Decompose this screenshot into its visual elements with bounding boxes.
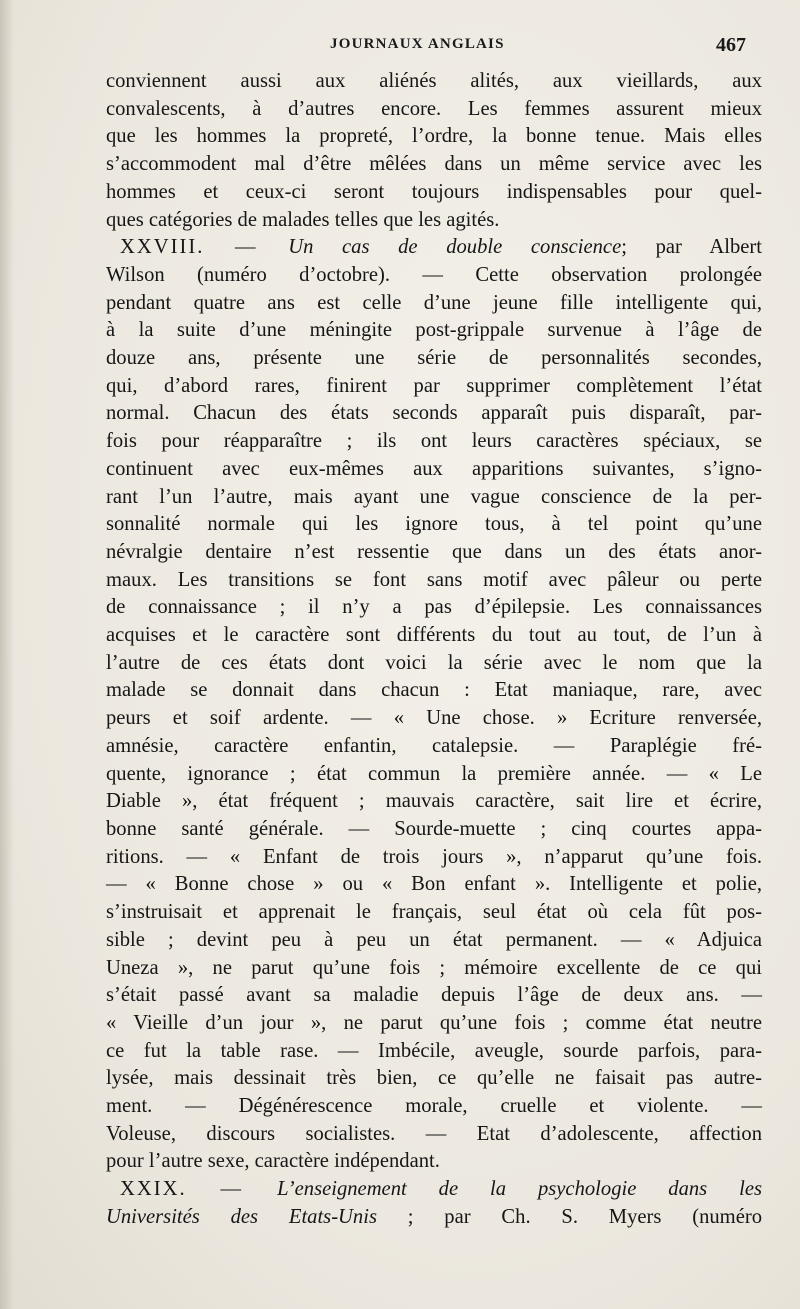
text-line [106,1176,762,1204]
text-line [106,1204,762,1232]
body-text [106,68,762,1232]
text-line: douze ans, présente une série de personnalités secondes, [106,347,762,370]
article-author: ; par Ch. S. Myers (numéro [376,1205,762,1228]
text-line: peurs et soif ardente. — « Une chose. » Ecriture renversée, [106,707,762,730]
text-line: « Vieille d’un jour », ne parut qu’une fois ; comme état neutre [106,1011,762,1034]
text-line: Diable », état fréquent ; mauvais caractère, sait lire et écrire, [106,790,762,813]
text-line: — « Bonne chose » ou « Bon enfant ». Intelligente et polie, [106,873,762,896]
text-line: Voleuse, discours socialistes. — Etat d’adolescente, affection [106,1122,762,1145]
text-line: de connaissance ; il n’y a pas d’épilepsie. Les connaissances [106,596,762,619]
text-line: bonne santé générale. — Sourde-muette ; cinq courtes appa- [106,817,762,840]
text-line: continuent avec eux-mêmes aux apparitions suivantes, s’igno- [106,457,762,480]
page-number: 467 [716,34,746,56]
text-line: ques catégories de malades telles que les agités. [106,208,500,231]
text-line: sible ; devint peu à peu un état permanent. — « Adjuica [106,928,762,951]
text-line: conviennent aussi aux aliénés alités, aux vieillards, aux [106,70,762,92]
text-line: lysée, mais dessinait très bien, ce qu’elle ne faisait pas autre- [106,1067,762,1090]
article-author: ; par Albert [621,236,762,259]
text-line: hommes et ceux-ci seront toujours indispensables pour quel- [106,180,762,203]
text-line: Uneza », ne parut qu’une fois ; mémoire excellente de ce qui [106,956,762,979]
text-line: l’autre de ces états dont voici la série avec le nom que la [106,651,762,674]
page-header [0,34,800,64]
text-line: qui, d’abord rares, finirent par supprimer complètement l’état [106,374,762,397]
text-line: névralgie dentaire n’est ressentie que dans un des états anor- [106,540,762,563]
text-line: fois pour réapparaître ; ils ont leurs caractères spéciaux, se [106,430,762,453]
article-title: L’enseignement de la psychologie dans les [277,1178,763,1201]
running-head: JOURNAUX ANGLAIS [330,36,505,52]
text-line: ce fut la table rase. — Imbécile, aveugle, sourde parfois, para- [106,1039,762,1062]
text-line: à la suite d’une méningite post-grippale survenue à l’âge de [106,319,762,342]
text-line: s’était passé avant sa maladie depuis l’âge de deux ans. — [106,984,762,1007]
text-line: que les hommes la propreté, l’ordre, la bonne tenue. Mais elles [106,125,762,148]
article-title: Universités des Etats-Unis [106,1205,377,1228]
article-title: Un cas de double conscience [288,236,622,259]
text-line: sonnalité normale qui les ignore tous, à tel point qu’une [106,513,762,536]
text-line: malade se donnait dans chacun : Etat maniaque, rare, avec [106,679,762,702]
text-line: convalescents, à d’autres encore. Les femmes assurent mieux [106,97,762,120]
text-line: s’accommodent mal d’être mêlées dans un même service avec les [106,153,762,176]
page-gutter-shadow [0,0,14,1309]
text-line [106,234,762,262]
text-line: rant l’un l’autre, mais ayant une vague conscience de la per- [106,485,762,508]
text-line: pour l’autre sexe, caractère indépendant. [106,1150,440,1173]
text-line: quente, ignorance ; état commun la première année. — « Le [106,762,762,785]
text-line: acquises et le caractère sont différents du tout au tout, de l’un à [106,624,762,647]
text-line: s’instruisait et apprenait le français, seul état où cela fût pos- [106,901,762,924]
section-number: XXIX. — [120,1178,278,1201]
text-line: Wilson (numéro d’octobre). — Cette observation prolongée [106,263,762,286]
section-number: XXVIII. — [120,236,289,259]
text-line: ritions. — « Enfant de trois jours », n’apparut qu’une fois. [106,845,762,868]
text-line: maux. Les transitions se font sans motif avec pâleur ou perte [106,568,762,591]
text-line: normal. Chacun des états seconds apparaît puis disparaît, par- [106,402,762,425]
text-line: amnésie, caractère enfantin, catalepsie. — Paraplégie fré- [106,734,762,757]
text-line: pendant quatre ans est celle d’une jeune fille intelligente qui, [106,291,762,314]
text-line: ment. — Dégénérescence morale, cruelle et violente. — [106,1095,762,1118]
